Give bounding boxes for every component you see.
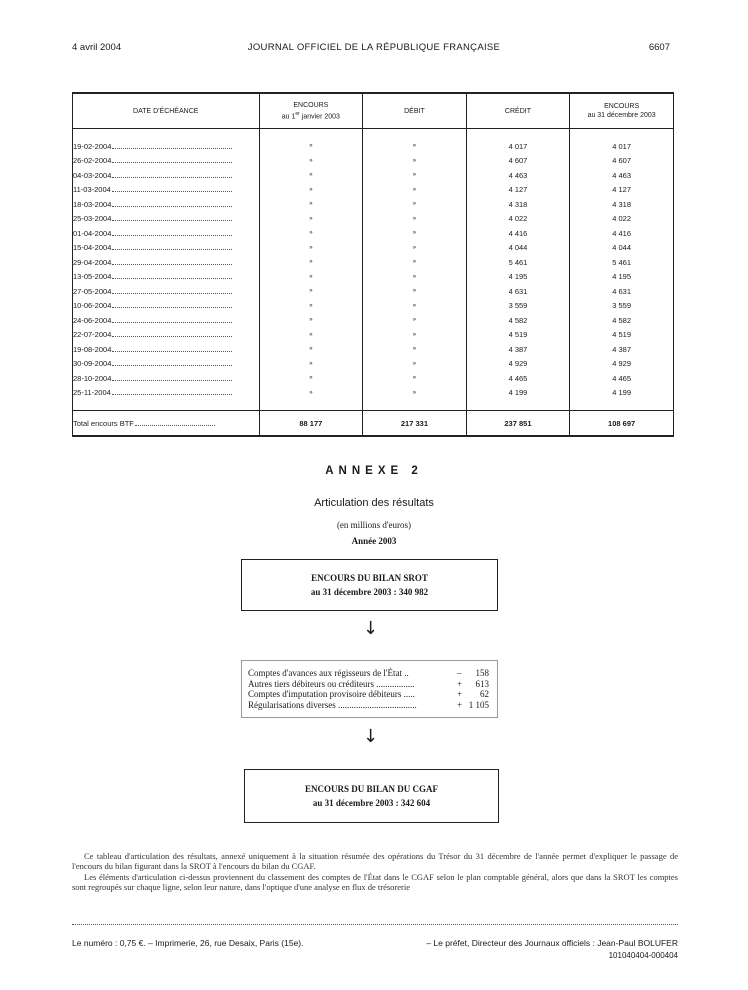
total-encours-start: 88 177 [259,411,363,437]
articulation-label: Régularisations diverses ................................... [248,699,417,710]
total-encours-end: 108 697 [570,411,674,437]
row-credit: 4 017 [466,139,570,154]
encours-cgaf-box [244,769,499,823]
row-encours-end: 4 416 [570,226,674,241]
footer-right: – Le préfet, Directeur des Journaux officiels : Jean-Paul BOLUFER [426,938,678,948]
total-row [73,411,674,437]
row-encours-start: » [259,342,363,357]
total-label: Total encours BTF [73,418,134,428]
row-encours-end: 4 022 [570,212,674,227]
articulation-sign: – [457,668,462,678]
table-row [73,284,674,299]
col-header-credit: CRÉDIT [466,93,570,129]
row-credit: 4 416 [466,226,570,241]
row-encours-start: » [259,313,363,328]
row-date: 28-10-2004 [73,373,112,383]
row-encours-start: » [259,212,363,227]
btf-table [72,92,674,437]
row-debit: » [363,328,466,343]
row-encours-start: » [259,197,363,212]
articulation-row [248,679,493,690]
row-encours-end: 4 582 [570,313,674,328]
row-debit: » [363,183,466,198]
row-debit: » [363,241,466,256]
row-encours-end: 5 461 [570,255,674,270]
row-debit: » [363,313,466,328]
row-date: 18-03-2004 [73,199,112,209]
row-encours-end: 4 195 [570,270,674,285]
row-encours-end: 4 519 [570,328,674,343]
col-header-encours-start: ENCOURS au 1er janvier 2003 [259,93,363,129]
row-encours-start: » [259,255,363,270]
row-date: 22-07-2004 [73,330,112,340]
table-row [73,255,674,270]
row-debit: » [363,299,466,314]
row-encours-end: 4 017 [570,139,674,154]
row-date: 15-04-2004 [73,243,112,253]
row-debit: » [363,284,466,299]
row-credit: 4 607 [466,154,570,169]
row-encours-start: » [259,328,363,343]
row-debit: » [363,139,466,154]
row-debit: » [363,255,466,270]
table-row [73,357,674,372]
row-encours-start: » [259,241,363,256]
table-row [73,168,674,183]
row-date: 13-05-2004 [73,272,112,282]
row-credit: 4 044 [466,241,570,256]
footer-left: Le numéro : 0,75 €. – Imprimerie, 26, rue Desaix, Paris (15e). [72,938,304,948]
row-encours-start: » [259,168,363,183]
row-credit: 4 022 [466,212,570,227]
row-encours-start: » [259,371,363,386]
row-encours-end: 4 929 [570,357,674,372]
row-credit: 4 199 [466,386,570,401]
box3-line1: ENCOURS DU BILAN DU CGAF [304,784,438,794]
table-row [73,342,674,357]
articulation-row [248,700,493,711]
row-encours-end: 4 465 [570,371,674,386]
row-encours-start: » [259,357,363,372]
row-encours-start: » [259,270,363,285]
table-row [73,386,674,401]
paragraph-1: Ce tableau d'articulation des résultats, annexé uniquement à la situation résumée des opérations du Trésor du 31 décembre de l'année permet d'expliquer le passage de l'encours du bilan figurant dans la SROT à l'encours du bilan du CGAF. [72,851,678,871]
articulation-value: 62 [480,689,489,699]
row-debit: » [363,371,466,386]
table-row [73,226,674,241]
table-row [73,197,674,212]
row-encours-start: » [259,139,363,154]
articulation-label: Comptes d'imputation provisoire débiteurs ..... [248,689,415,699]
row-credit: 4 631 [466,284,570,299]
row-encours-start: » [259,183,363,198]
row-credit: 4 582 [466,313,570,328]
box1-line2: au 31 décembre 2003 : 340 982 [310,587,429,597]
articulation-value: 1 105 [468,699,489,710]
row-date: 30-09-2004 [73,359,112,369]
table-row [73,328,674,343]
table-row [73,270,674,285]
table-row [73,313,674,328]
row-encours-start: » [259,154,363,169]
row-encours-end: 4 607 [570,154,674,169]
articulation-row [248,689,493,700]
table-row [73,154,674,169]
row-date: 26-02-2004 [73,156,112,166]
row-date: 27-05-2004 [73,286,112,296]
row-date: 19-02-2004 [73,141,112,151]
articulation-value: 613 [475,678,489,689]
row-debit: » [363,386,466,401]
articulation-items-box [241,660,498,718]
row-debit: » [363,197,466,212]
annexe-title: ANNEXE 2 [325,465,423,477]
col-header-encours-end: ENCOURS au 31 décembre 2003 [570,93,674,129]
row-debit: » [363,357,466,372]
down-arrow-icon: ↓ [363,618,379,639]
row-encours-end: 4 044 [570,241,674,256]
row-date: 25-11-2004 [73,388,111,398]
row-date: 29-04-2004 [73,257,112,267]
row-credit: 4 463 [466,168,570,183]
table-row [73,299,674,314]
header-journal-title: JOURNAL OFFICIEL DE LA RÉPUBLIQUE FRANÇAISE [247,42,501,53]
row-encours-end: 3 559 [570,299,674,314]
paragraph-2: Les éléments d'articulation ci-dessus proviennent du classement des comptes de l'État dans le CGAF selon le plan comptable général, alors que dans la SROT les comptes sont regroupés sur chaque ligne, selon leur nature, dans l'optique d'une analyse en flux de trésorerie [72,872,678,892]
total-debit: 217 331 [363,411,466,437]
annexe-subtitle: Articulation des résultats [314,497,434,509]
table-row [73,139,674,154]
row-date: 10-06-2004 [73,301,112,311]
annexe-year: Année 2003 [351,536,397,546]
row-credit: 4 195 [466,270,570,285]
row-encours-end: 4 463 [570,168,674,183]
row-debit: » [363,168,466,183]
row-encours-end: 4 199 [570,386,674,401]
articulation-label: Comptes d'avances aux régisseurs de l'État .. [248,668,409,678]
articulation-sign: + [457,689,463,699]
row-credit: 4 387 [466,342,570,357]
header-date: 4 avril 2004 [72,42,122,53]
box3-line2: au 31 décembre 2003 : 342 604 [312,798,431,808]
row-credit: 4 127 [466,183,570,198]
row-credit: 4 519 [466,328,570,343]
row-encours-start: » [259,299,363,314]
row-debit: » [363,270,466,285]
box1-line1: ENCOURS DU BILAN SROT [311,573,428,583]
row-date: 01-04-2004 [73,228,112,238]
table-row [73,241,674,256]
table-body [73,129,674,401]
articulation-label: Autres tiers débiteurs ou créditeurs ................. [248,678,415,689]
row-debit: » [363,226,466,241]
row-date: 11-03-2004 [73,185,111,195]
row-encours-end: 4 631 [570,284,674,299]
row-credit: 4 465 [466,371,570,386]
footer-code: 101040404-000404 [608,951,678,960]
articulation-sign: + [457,699,463,710]
annexe-unit: (en millions d'euros) [336,520,412,530]
total-credit: 237 851 [466,411,570,437]
row-debit: » [363,154,466,169]
table-row [73,212,674,227]
row-encours-start: » [259,284,363,299]
row-credit: 5 461 [466,255,570,270]
row-credit: 4 318 [466,197,570,212]
header-page-number: 6607 [648,42,670,53]
articulation-value: 158 [475,668,489,678]
row-date: 19-08-2004 [73,344,112,354]
row-credit: 3 559 [466,299,570,314]
col-header-debit: DÉBIT [363,93,466,129]
down-arrow-icon: ↓ [363,726,379,747]
encours-srot-box [241,559,498,611]
articulation-sign: + [457,678,463,689]
row-debit: » [363,212,466,227]
row-credit: 4 929 [466,357,570,372]
articulation-row [248,668,493,679]
col-header-date: DATE D'ÉCHÉANCE [73,93,260,129]
row-date: 04-03-2004 [73,170,112,180]
table-row [73,371,674,386]
row-encours-end: 4 127 [570,183,674,198]
footer [72,938,678,948]
table-row [73,183,674,198]
row-encours-end: 4 318 [570,197,674,212]
row-encours-start: » [259,386,363,401]
row-encours-start: » [259,226,363,241]
row-debit: » [363,342,466,357]
footer-divider [72,924,678,925]
row-date: 24-06-2004 [73,315,112,325]
row-encours-end: 4 387 [570,342,674,357]
row-date: 25-03-2004 [73,214,112,224]
